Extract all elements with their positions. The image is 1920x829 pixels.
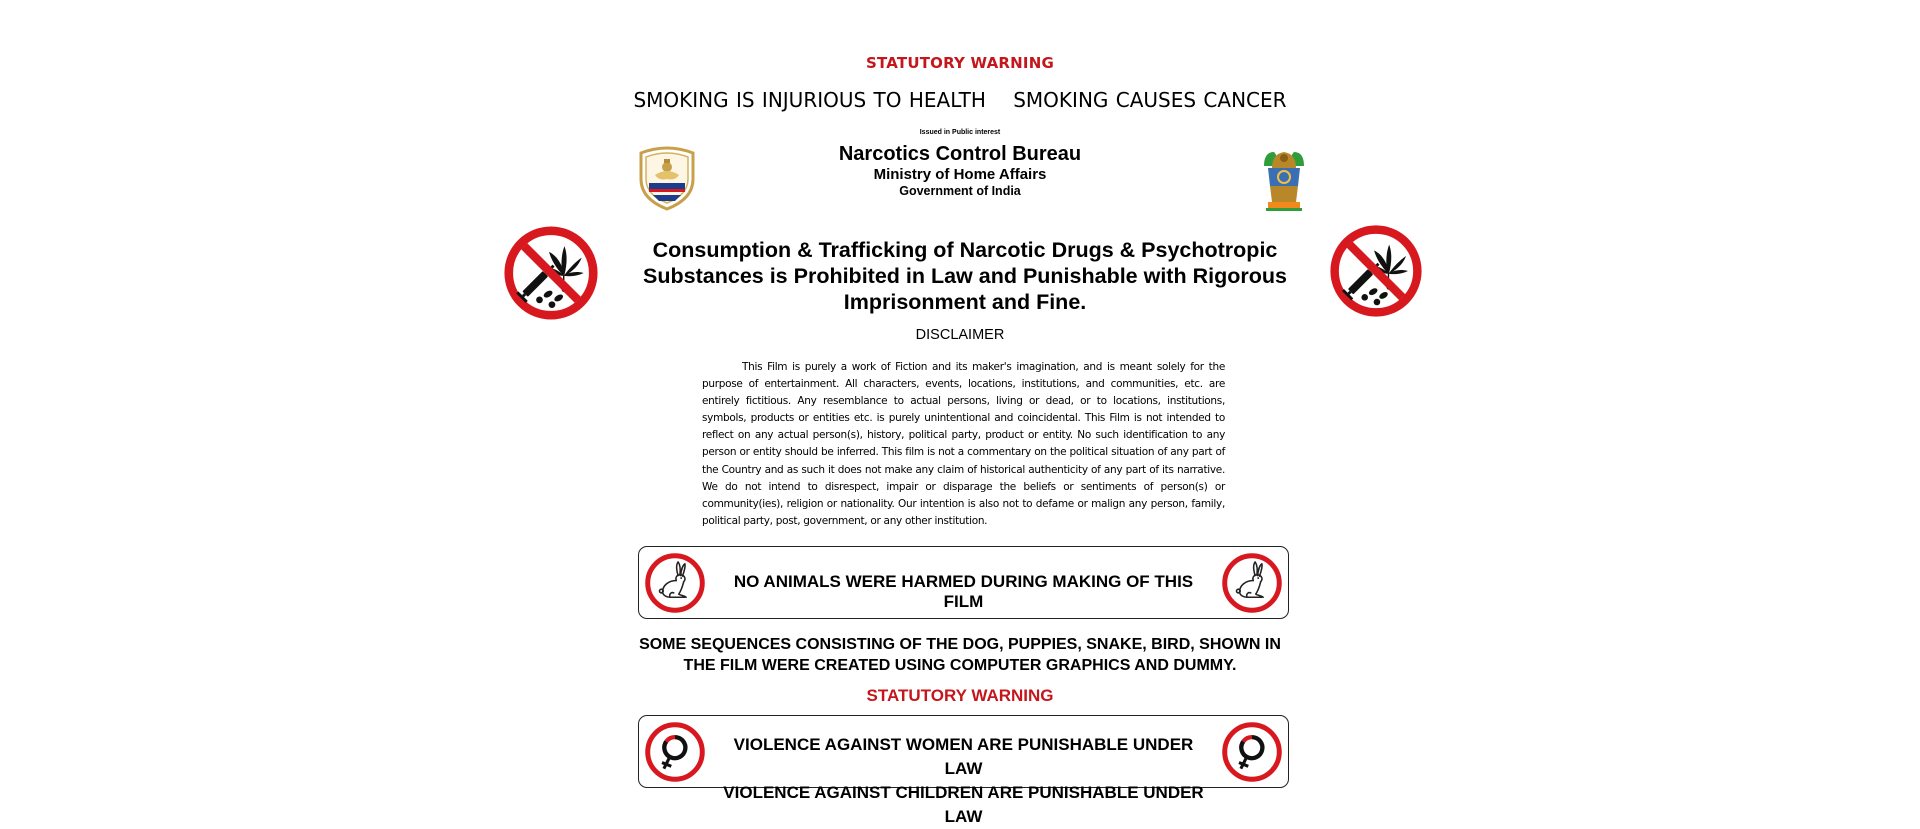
female-symbol-icon bbox=[1221, 721, 1283, 783]
rabbit-icon bbox=[1221, 552, 1283, 614]
issued-note: Issued in Public interest bbox=[919, 129, 1001, 136]
animals-notice-box bbox=[638, 546, 1289, 619]
issuer-government: Government of India bbox=[899, 184, 1021, 198]
statutory-warning-top: STATUTORY WARNING bbox=[866, 54, 1054, 72]
violence-notice-box bbox=[638, 715, 1289, 826]
headline-line-1: Consumption & Trafficking of Narcotic Drugs & Psychotropic bbox=[652, 238, 1278, 262]
headline-line-2: Substances is Prohibited in Law and Punishable with Rigorous bbox=[643, 264, 1287, 288]
cg-note-line-2: THE FILM WERE CREATED USING COMPUTER GRAPHICS AND DUMMY. bbox=[683, 657, 1237, 674]
health-warning-2: SMOKING CAUSES CANCER bbox=[1013, 88, 1287, 112]
violence-line-1: VIOLENCE AGAINST WOMEN ARE PUNISHABLE UNDER LAW bbox=[733, 735, 1194, 778]
rabbit-icon bbox=[644, 552, 706, 614]
disclaimer-body: This Film is purely a work of Fiction and its maker's imagination, and is meant solely for the purpose of entertainment. All characters, events, locations, institutions, and communities, etc. are entirely fictitious. Any resemblance to actual persons, living or dead, or to locations, institutions, symbols, products or entities etc. is purely unintentional and coincidental. This Film is not intended to reflect on any actual person(s), history, political party, product or entity. No such identification to any person or entity should be inferred. This film is not a commentary on the political situation of any part of the Country and as such it does not make any claim of historical authenticity of any part of its narrative. We do not intend to disrespect, impair or disparage the beliefs or sentiments of person(s) or community(ies), religion or nationality. Our intention is also not to defame or malign any person, family, political party, post, government, or any other institution. bbox=[702, 361, 1225, 527]
statutory-warning-middle: STATUTORY WARNING bbox=[866, 686, 1054, 705]
issuer-name: Narcotics Control Bureau bbox=[838, 143, 1082, 165]
cg-note bbox=[0, 634, 1920, 676]
female-symbol-icon bbox=[644, 721, 706, 783]
violence-line-2: VIOLENCE AGAINST CHILDREN ARE PUNISHABLE UNDER LAW bbox=[723, 783, 1204, 826]
animals-notice-text: NO ANIMALS WERE HARMED DURING MAKING OF THIS FILM bbox=[733, 572, 1194, 611]
violence-notice-text bbox=[715, 733, 1212, 829]
health-warning-1: SMOKING IS INJURIOUS TO HEALTH bbox=[633, 88, 986, 112]
health-warnings bbox=[0, 88, 1920, 112]
no-drugs-icon-right bbox=[1329, 224, 1423, 318]
headline-line-3: Imprisonment and Fine. bbox=[843, 290, 1087, 314]
disclaimer-title: DISCLAIMER bbox=[915, 327, 1005, 343]
cg-note-line-1: SOME SEQUENCES CONSISTING OF THE DOG, PUPPIES, SNAKE, BIRD, SHOWN IN bbox=[639, 636, 1281, 653]
no-drugs-icon-left bbox=[503, 225, 599, 321]
issuer-ministry: Ministry of Home Affairs bbox=[873, 166, 1047, 183]
narcotics-headline bbox=[615, 237, 1315, 315]
